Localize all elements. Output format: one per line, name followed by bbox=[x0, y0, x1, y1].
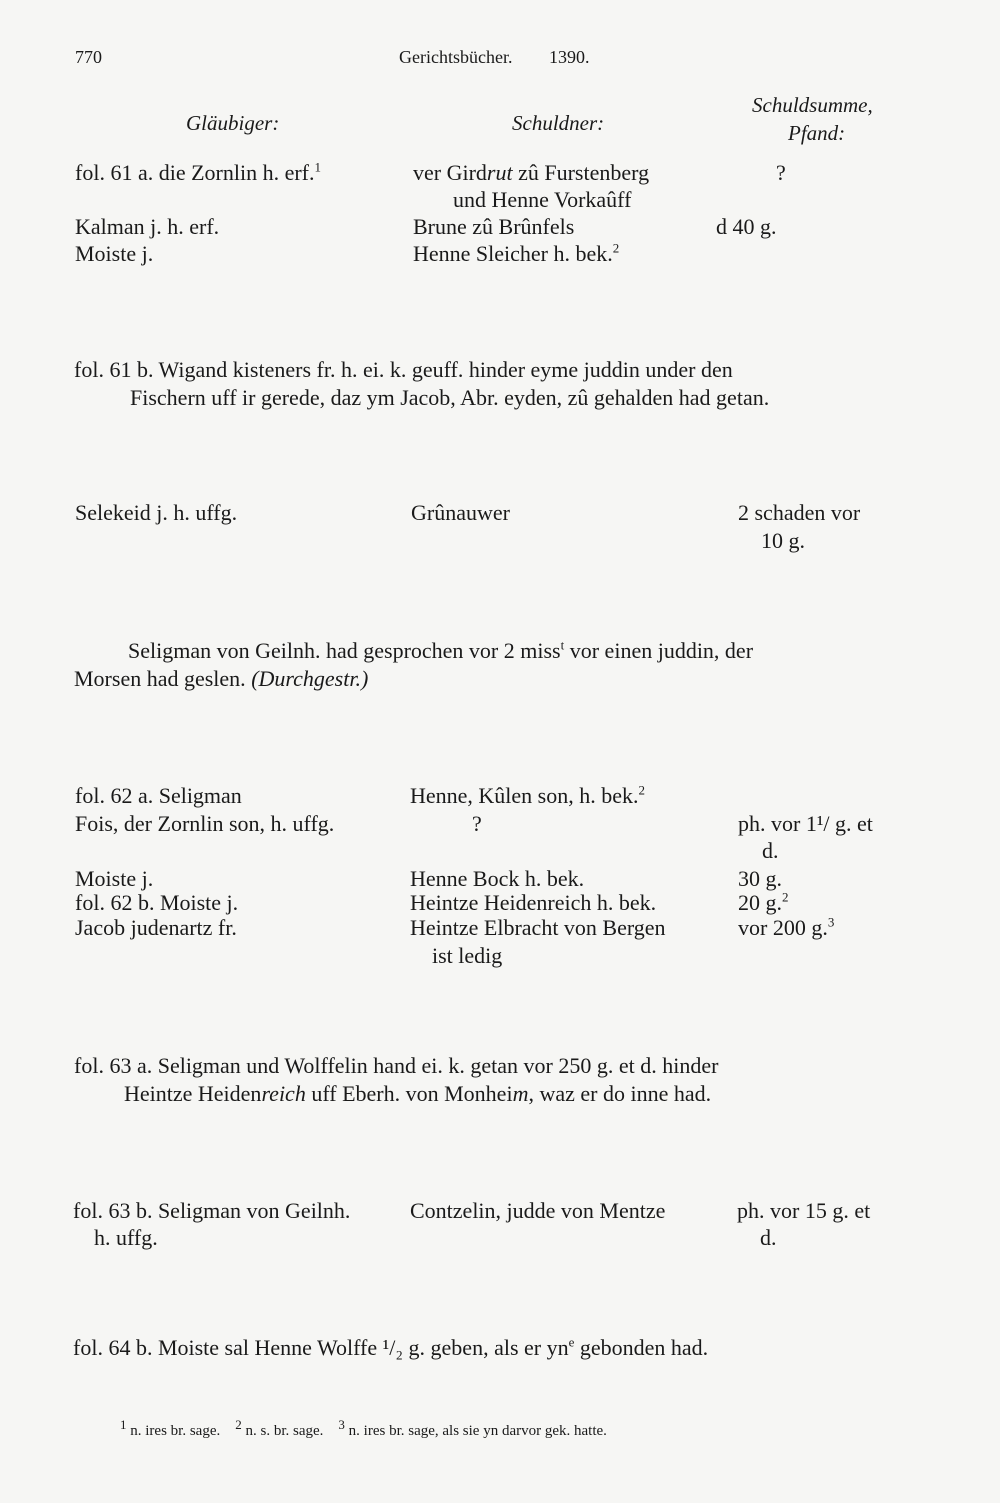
running-title: Gerichtsbücher. bbox=[399, 47, 513, 67]
entry-sum: 30 g. bbox=[738, 866, 782, 891]
footnote-2: n. s. br. sage. bbox=[245, 1423, 324, 1439]
footnote-ref: 2 bbox=[612, 240, 620, 256]
entry-creditor: Moiste j. bbox=[75, 241, 154, 266]
entry-debtor: Henne Sleicher h. bek.$^2$ bbox=[413, 240, 620, 266]
column-heading-pledge: Pfand: bbox=[788, 121, 846, 145]
entry-paragraph: fol. 64 b. Moiste sal Henne Wolffe ¹/₂ g. geben, als er $yn^e$ gebonden had. bbox=[73, 1334, 709, 1360]
entry-debtor: Heintze Elbracht von Bergen bbox=[410, 915, 666, 940]
entry-creditor: Kalman j. h. erf. bbox=[75, 214, 220, 239]
entry-sum-continued: 10 g. bbox=[761, 528, 805, 553]
entry-creditor: Fois, der Zornlin son, h. uffg. bbox=[75, 811, 335, 836]
entry-creditor: fol. 62 a. Seligman bbox=[75, 783, 242, 808]
entry-debtor: ver Girdrut zû Furstenberg bbox=[413, 160, 650, 185]
entry-creditor: Jacob judenartz fr. bbox=[75, 915, 237, 940]
entry-debtor: Henne Bock h. bek. bbox=[410, 866, 585, 891]
entry-paragraph: fol. 61 b. Wigand kisteners fr. h. ei. k. geuff. hinder eyme juddin under den Fischern uff ir gerede, daz ym Jacob, Abr. eyden, zû gehalden had getan. bbox=[74, 357, 770, 410]
entry-debtor: Grûnauwer bbox=[411, 500, 510, 525]
entry-debtor: ? bbox=[472, 811, 482, 836]
entry-sum-continued: d. bbox=[762, 838, 779, 863]
entry-debtor: Heintze Heidenreich h. bek. bbox=[410, 890, 657, 915]
column-heading-sum: Schuldsumme, bbox=[752, 93, 873, 117]
entry-sum-continued: d. bbox=[760, 1225, 777, 1250]
column-heading-creditor: Gläubiger: bbox=[186, 111, 280, 135]
footnote-mark: 1 bbox=[120, 1417, 127, 1432]
entry-creditor-continued: h. uffg. bbox=[94, 1225, 158, 1250]
entry-paragraph: Seligman von Geilnh. had gesprochen vor 2 miss$^t$ vor einen juddin, der Morsen had geslen. (Durchgestr.) bbox=[74, 637, 754, 691]
footnote-ref: 2 bbox=[638, 782, 646, 798]
footnote-ref: 2 bbox=[782, 889, 789, 905]
entry-sum: ? bbox=[776, 160, 786, 185]
footnote-mark: 2 bbox=[235, 1417, 242, 1432]
entry-debtor-continued: und Henne Vorkaûff bbox=[453, 187, 632, 212]
entry-debtor: Brune zû Brûnfels bbox=[413, 214, 575, 239]
entry-creditor: fol. 63 b. Seligman von Geilnh. bbox=[73, 1198, 351, 1223]
entry-sum: ph. vor 1¹/ g. et bbox=[738, 811, 873, 836]
entry-creditor: Selekeid j. h. uffg. bbox=[75, 500, 238, 525]
entry-debtor: Henne, Kûlen son, h. bek.$^2$ bbox=[410, 782, 646, 808]
column-heading-debtor: Schuldner: bbox=[512, 111, 605, 135]
footnotes bbox=[120, 1418, 607, 1444]
entry-sum: ph. vor 15 g. et bbox=[737, 1198, 871, 1223]
entry-sum: d 40 g. bbox=[716, 214, 777, 239]
footnote-3: n. ires br. sage, als sie yn darvor gek. hatte. bbox=[348, 1423, 607, 1439]
entry-creditor: fol. 62 b. Moiste j. bbox=[75, 890, 239, 915]
entry-paragraph: fol. 63 a. Seligman und Wolffelin hand ei. k. getan vor 250 g. et d. hinder Heintze Heidenreich uff Eberh. von Monheim, waz er do inne had. bbox=[74, 1053, 719, 1106]
entry-debtor-continued: ist ledig bbox=[432, 943, 503, 968]
footnote-ref: 1 bbox=[314, 159, 321, 175]
entry-creditor: Moiste j. bbox=[75, 866, 154, 891]
footnote-ref: 3 bbox=[827, 914, 835, 930]
footnote-mark: 3 bbox=[338, 1417, 345, 1432]
footnote-1: n. ires br. sage. bbox=[130, 1423, 221, 1439]
entry-creditor: fol. 61 a. die Zornlin h. erf.$^1$ bbox=[75, 159, 321, 185]
entry-debtor: Contzelin, judde von Mentze bbox=[410, 1198, 666, 1223]
entry-sum: 20 g.$^2$ bbox=[738, 889, 789, 915]
running-year: 1390. bbox=[549, 47, 590, 67]
page-number: 770 bbox=[75, 47, 102, 67]
entry-sum: 2 schaden vor bbox=[738, 500, 861, 525]
entry-sum: vor 200 g.$^3$ bbox=[738, 914, 835, 940]
